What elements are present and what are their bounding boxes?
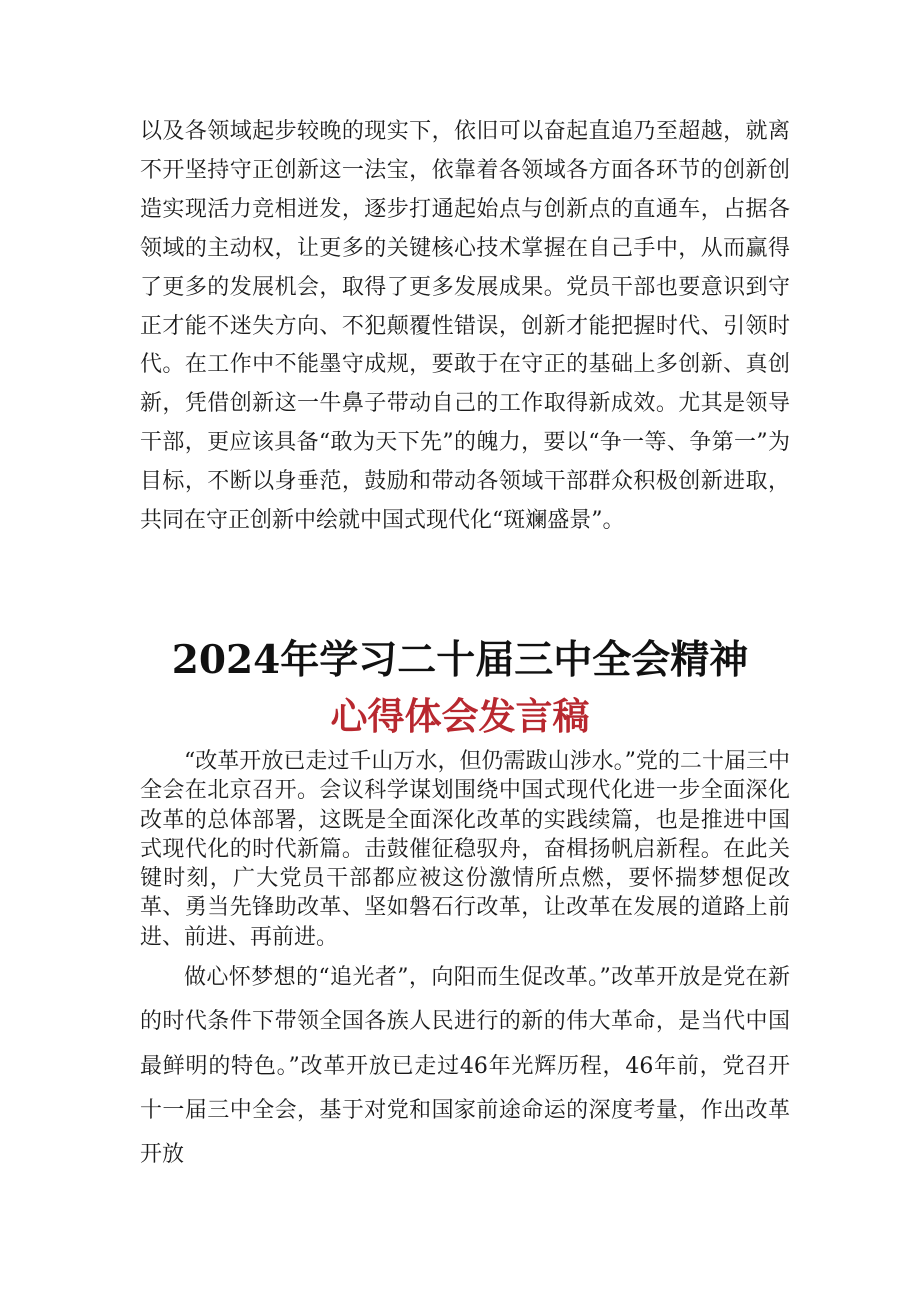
paragraph-text: 以及各领域起步较晚的现实下，依旧可以奋起直追乃至超越，就离不开坚持守正创新这一法宝，依靠着各领域各方面各环节的创新创造实现活力竞相迸发，逐步打通起始点与创新点的直通车，占据各领域的主动权，让更多的关键核心技术掌握在自己手中，从而赢得了更多的发展机会，取得了更多发展成果。党员干部也要意识到守正才能不迷失方向、不犯颠覆性错误，创新才能把握时代、引领时代。在工作中不能墨守成规，要敢于在守正的基础上多创新、真创新，凭借创新这一牛鼻子带动自己的工作取得新成效。尤其是领导干部，更应该具备“敢为天下先”的魄力，要以“争一等、争第一”为目标，不断以身垂范，鼓励和带动各领域干部群众积极创新进取，共同在守正创新中绘就中国式现代化“斑斓盛景”。 [140, 119, 790, 534]
body-paragraph-continued [140, 113, 790, 541]
body-paragraph-intro [140, 747, 790, 952]
body-paragraph-section [140, 956, 790, 1177]
document-subtitle: 心得体会发言稿 [330, 694, 590, 738]
paragraph-text: “改革开放已走过千山万水，但仍需跋山涉水。”党的二十届三中全会在北京召开。会议科学谋划围绕中国式现代化进一步全面深化改革的总体部署，这既是全面深化改革的实践续篇，也是推进中国式现代化的时代新篇。击鼓催征稳驭舟，奋楫扬帆启新程。在此关键时刻，广大党员干部都应被这份激情所点燃，要怀揣梦想促改革、勇当先锋助改革、坚如磐石行改革，让改革在发展的道路上前进、前进、再前进。 [140, 749, 790, 950]
paragraph-text: 做心怀梦想的“追光者”，向阳而生促改革。”改革开放是党在新的时代条件下带领全国各族人民进行的新的伟大革命，是当代中国最鲜明的特色。”改革开放已走过46年光辉历程，46年前，党召开十一届三中全会，基于对党和国家前途命运的深度考量，作出改革开放 [140, 965, 790, 1168]
document-title: 2024年学习二十届三中全会精神 [171, 637, 749, 683]
